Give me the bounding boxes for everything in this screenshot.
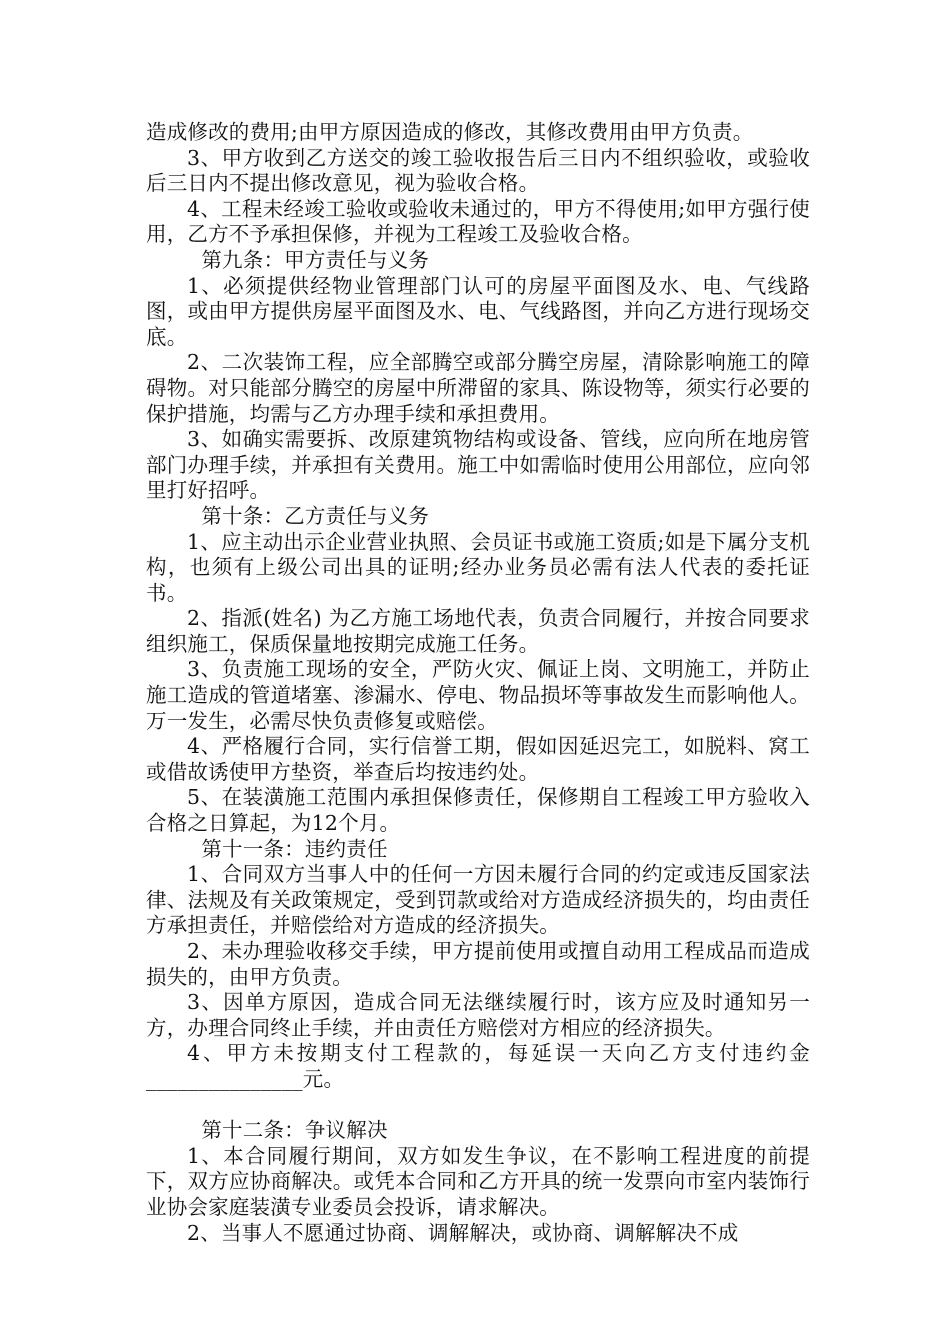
- paragraph-article-9-item-2: 2、二次装饰工程，应全部腾空或部分腾空房屋，清除影响施工的障碍物。对只能部分腾空的房屋中所滞留的家具、陈设物等，须实行必要的保护措施，均需与乙方办理手续和承担费用。: [146, 350, 810, 426]
- paragraph-article-10-item-5: 5、在装潢施工范围内承担保修责任，保修期自工程竣工甲方验收入合格之日算起，为12个月。: [146, 785, 810, 836]
- paragraph-article-11-item-3: 3、因单方原因，造成合同无法继续履行时，该方应及时通知另一方，办理合同终止手续，并由责任方赔偿对方相应的经济损失。: [146, 990, 810, 1040]
- paragraph-article-10-item-3: 3、负责施工现场的安全，严防火灾、佩证上岗、文明施工，并防止施工造成的管道堵塞、渗漏水、停电、物品损坏等事故发生而影响他人。万一发生，必需尽快负责修复或赔偿。: [146, 657, 810, 733]
- section-heading-article-11: 第十一条：违约责任: [201, 836, 388, 861]
- paragraph-article-10-item-1: 1、应主动出示企业营业执照、会员证书或施工资质;如是下属分支机构，也须有上级公司出具的证明;经办业务员必需有法人代表的委托证书。: [146, 529, 810, 605]
- document-page: [146, 120, 810, 1246]
- paragraph-acceptance-4: 4、工程未经竣工验收或验收未通过的，甲方不得使用;如甲方强行使用，乙方不予承担保修，并视为工程竣工及验收合格。: [146, 196, 810, 247]
- paragraph-acceptance-3: 3、甲方收到乙方送交的竣工验收报告后三日内不组织验收，或验收后三日内不提出修改意见，视为验收合格。: [146, 145, 810, 196]
- paragraph-article-9-item-1: 1、必须提供经物业管理部门认可的房屋平面图及水、电、气线路图，或由甲方提供房屋平面图及水、电、气线路图，并向乙方进行现场交底。: [146, 273, 810, 349]
- paragraph-article-10-item-2: 2、指派(姓名) 为乙方施工场地代表，负责合同履行，并按合同要求组织施工，保质保量地按期完成施工任务。: [146, 606, 810, 656]
- paragraph-article-12-item-2: 2、当事人不愿通过协商、调解解决，或协商、调解解决不成: [187, 1220, 739, 1245]
- paragraph-continuation: 造成修改的费用;由甲方原因造成的修改，其修改费用由甲方负责。: [146, 120, 754, 144]
- paragraph-article-11-item-2: 2、未办理验收移交手续，甲方提前使用或擅自动用工程成品而造成损失的，由甲方负责。: [146, 939, 810, 989]
- section-heading-article-12: 第十二条：争议解决: [201, 1118, 388, 1143]
- paragraph-article-10-item-4: 4、严格履行合同，实行信誉工期，假如因延迟完工，如脱料、窝工或借故诱使甲方垫资，举查后均按违约处。: [146, 734, 810, 784]
- paragraph-article-9-item-3: 3、如确实需要拆、改原建筑物结构或设备、管线，应向所在地房管部门办理手续，并承担有关费用。施工中如需临时使用公用部位，应向邻里打好招呼。: [146, 427, 810, 503]
- paragraph-article-12-item-1: 1、本合同履行期间，双方如发生争议，在不影响工程进度的前提下，双方应协商解决。或凭本合同和乙方开具的统一发票向市室内装饰行业协会家庭装潢专业委员会投诉，请求解决。: [146, 1143, 810, 1219]
- section-heading-article-9: 第九条：甲方责任与义务: [201, 247, 430, 272]
- section-heading-article-10: 第十条：乙方责任与义务: [201, 503, 430, 528]
- paragraph-article-11-item-1: 1、合同双方当事人中的任何一方因未履行合同的约定或违反国家法律、法规及有关政策规定，受到罚款或给对方造成经济损失的，均由责任方承担责任，并赔偿给对方造成的经济损失。: [146, 862, 810, 938]
- paragraph-article-11-item-4: 4、甲方未按期支付工程款的，每延误一天向乙方支付违约金_______________元。: [146, 1041, 810, 1091]
- blank-line: [146, 1093, 810, 1119]
